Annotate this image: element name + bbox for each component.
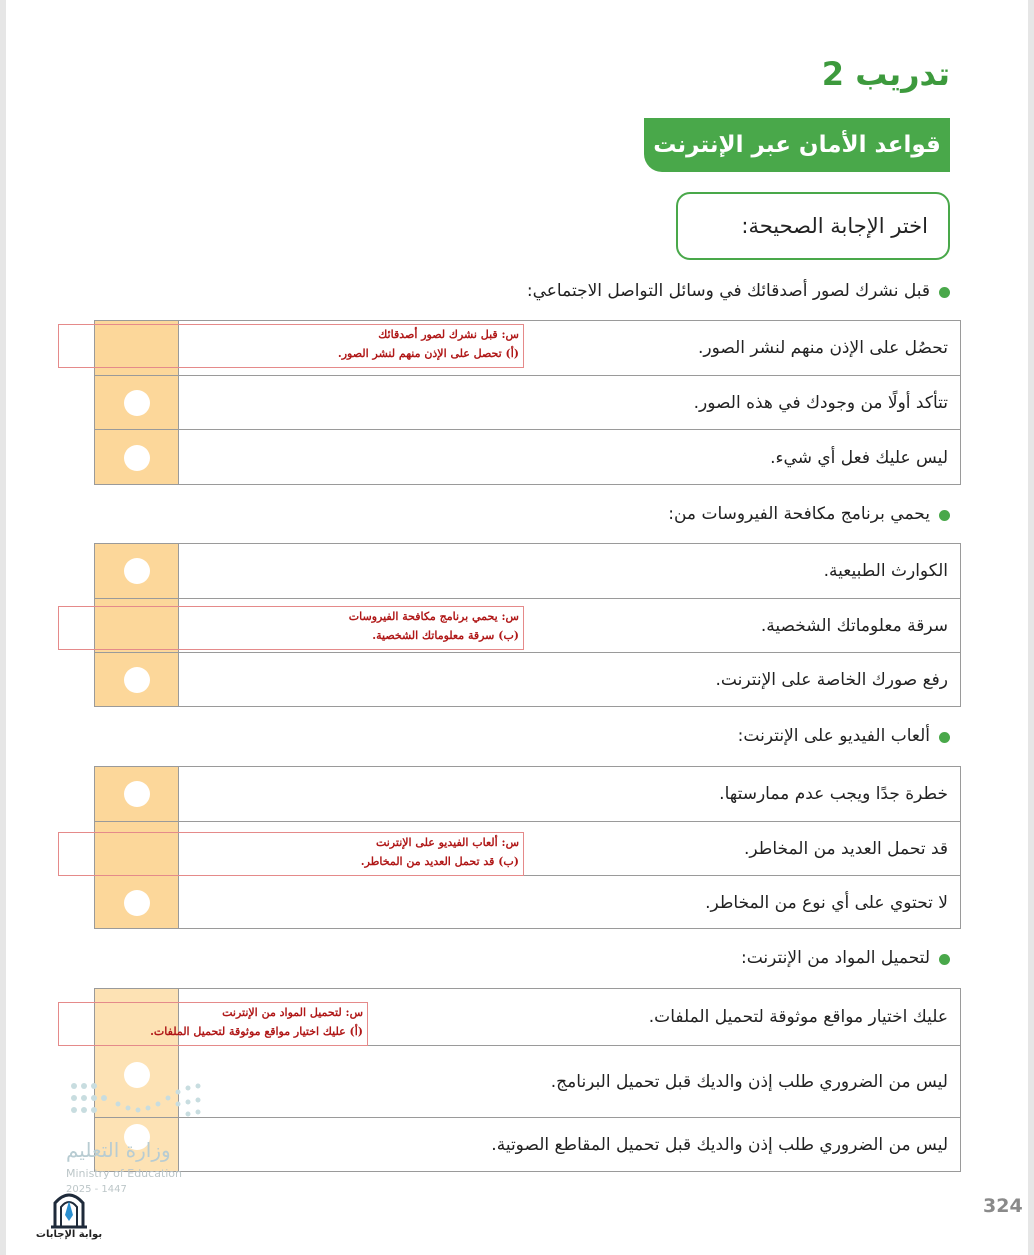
radio-circle[interactable]	[124, 558, 150, 584]
option-row[interactable]	[95, 767, 960, 821]
note-question: س: قبل نشرك لصور أصدقائك	[378, 328, 519, 341]
note-answer: (ب) سرقة معلوماتك الشخصية.	[372, 629, 519, 642]
note-answer: (أ) تحصل على الإذن منهم لنشر الصور.	[337, 347, 519, 360]
ministry-english-name: Ministry of Education	[66, 1167, 183, 1180]
question-4-text: لتحميل المواد من الإنترنت:	[741, 948, 930, 968]
answer-note	[58, 606, 524, 650]
option-row[interactable]	[95, 1045, 960, 1118]
instruction-text: اختر الإجابة الصحيحة:	[741, 214, 928, 238]
exercise-title: تدريب 2	[821, 55, 950, 93]
watermark-text: بوابة الإجابات	[35, 1229, 103, 1240]
option-text: رفع صورك الخاصة على الإنترنت.	[715, 670, 948, 690]
option-text: قد تحمل العديد من المخاطر.	[744, 839, 948, 859]
question-3-text: ألعاب الفيديو على الإنترنت:	[737, 726, 930, 746]
note-question: س: يحمي برنامج مكافحة الفيروسات	[348, 610, 519, 623]
answers-portal-logo	[34, 1185, 104, 1245]
question-bullet	[939, 732, 950, 743]
worksheet-page	[6, 0, 1028, 1255]
note-question: س: ألعاب الفيديو على الإنترنت	[375, 836, 519, 849]
option-row[interactable]	[95, 375, 960, 430]
option-text: عليك اختيار مواقع موثوقة لتحميل الملفات.	[648, 1007, 948, 1027]
option-row[interactable]	[95, 652, 960, 707]
option-text: ليس من الضروري طلب إذن والديك قبل تحميل البرنامج.	[550, 1072, 948, 1092]
question-bullet	[939, 287, 950, 298]
option-text: خطرة جدًا ويجب عدم ممارستها.	[719, 784, 948, 804]
answer-note	[58, 832, 524, 876]
question-bullet	[939, 954, 950, 965]
answer-note	[58, 324, 524, 368]
section-banner: قواعد الأمان عبر الإنترنت	[644, 118, 950, 172]
option-text: سرقة معلوماتك الشخصية.	[760, 616, 948, 636]
option-row[interactable]	[95, 875, 960, 929]
note-question: س: لتحميل المواد من الإنترنت	[222, 1006, 363, 1019]
answer-note	[58, 1002, 368, 1046]
option-row[interactable]	[95, 429, 960, 485]
option-row[interactable]	[95, 1117, 960, 1172]
gate-icon	[47, 1185, 91, 1229]
question-2-text: يحمي برنامج مكافحة الفيروسات من:	[668, 504, 930, 524]
question-bullet	[939, 510, 950, 521]
radio-circle[interactable]	[124, 667, 150, 693]
ministry-logo-dots-icon	[68, 1080, 208, 1120]
radio-circle[interactable]	[124, 890, 150, 916]
ministry-arabic-name: وزارة التعليم	[66, 1138, 171, 1162]
option-text: تتأكد أولًا من وجودك في هذه الصور.	[693, 393, 948, 413]
note-answer: (ب) قد تحمل العديد من المخاطر.	[360, 855, 519, 868]
page-number: 324	[983, 1195, 1023, 1217]
instruction-box	[676, 192, 950, 260]
option-text: الكوارث الطبيعية.	[823, 561, 948, 581]
radio-circle[interactable]	[124, 781, 150, 807]
option-text: تحصُل على الإذن منهم لنشر الصور.	[697, 338, 948, 358]
option-row[interactable]	[95, 544, 960, 598]
question-1-text: قبل نشرك لصور أصدقائك في وسائل التواصل الاجتماعي:	[526, 281, 930, 301]
radio-circle[interactable]	[124, 390, 150, 416]
option-text: ليس عليك فعل أي شيء.	[770, 447, 948, 468]
note-answer: (أ) عليك اختيار مواقع موثوقة لتحميل الملفات.	[150, 1025, 363, 1038]
ministry-years: 2025 - 1447	[66, 1184, 127, 1195]
option-text: لا تحتوي على أي نوع من المخاطر.	[705, 892, 948, 913]
radio-circle[interactable]	[124, 445, 150, 471]
option-text: ليس من الضروري طلب إذن والديك قبل تحميل المقاطع الصوتية.	[491, 1135, 948, 1155]
